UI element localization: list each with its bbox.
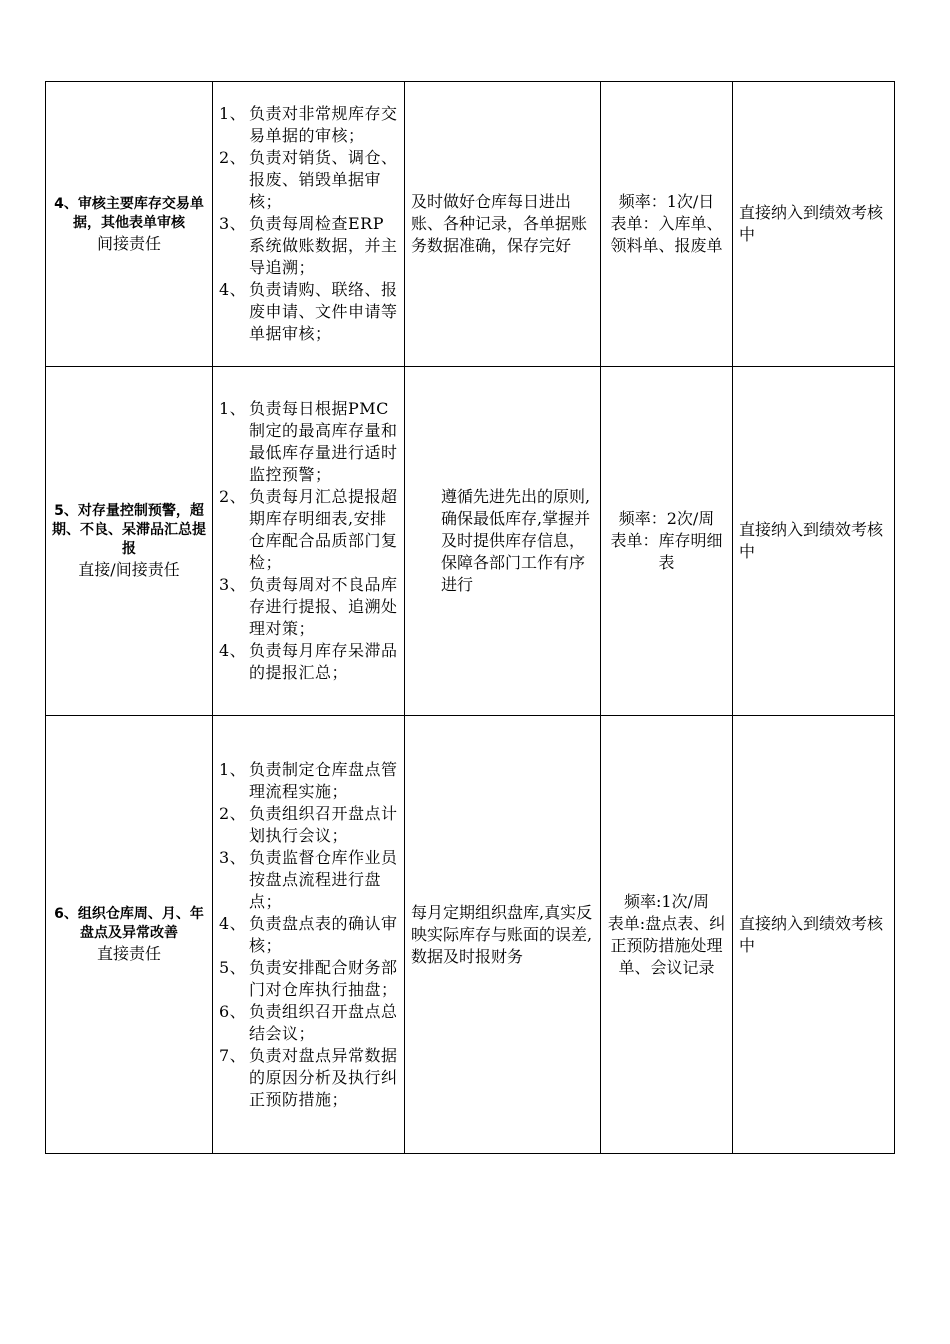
- list-item: [219, 957, 398, 1001]
- list-item: [219, 803, 398, 847]
- assessment-text: 直接纳入到绩效考核中: [739, 203, 884, 244]
- task-title: 6、组织仓库周、月、年盘点及异常改善: [54, 906, 204, 941]
- item-number: 3、: [219, 214, 247, 233]
- item-text: 负责每月库存呆滞品的提报汇总；: [249, 641, 398, 682]
- item-number: 5、: [219, 957, 247, 977]
- assessment-cell: [733, 716, 895, 1154]
- table-row: [46, 82, 895, 367]
- assessment-cell: [733, 367, 895, 716]
- task-responsibility: 直接责任: [96, 944, 161, 963]
- duty-items-cell: [213, 82, 405, 367]
- item-number: 6、: [219, 1001, 247, 1021]
- forms-text: 表单：入库单、领料单、报废单: [610, 214, 723, 255]
- item-text: 负责每周检查ERP系统做账数据，并主导追溯；: [249, 214, 398, 277]
- frequency-text: 频率：2次/周: [618, 509, 715, 528]
- item-number: 4、: [219, 913, 247, 933]
- item-number: 3、: [219, 575, 247, 594]
- item-number: 4、: [219, 280, 247, 299]
- list-item: [219, 574, 398, 640]
- list-item: [219, 103, 398, 147]
- frequency-cell: [601, 716, 733, 1154]
- list-item: [219, 913, 398, 957]
- frequency-cell: [601, 82, 733, 367]
- task-responsibility: 直接/间接责任: [78, 560, 180, 579]
- item-text: 负责对非常规库存交易单据的审核；: [249, 104, 398, 145]
- item-text: 负责安排配合财务部门对仓库执行抽盘；: [249, 957, 398, 999]
- task-cell: [46, 716, 213, 1154]
- frequency-cell: [601, 367, 733, 716]
- item-number: 1、: [219, 399, 247, 418]
- forms-text: 表单:盘点表、纠正预防措施处理单、会议记录: [607, 913, 726, 977]
- task-title: 4、审核主要库存交易单据，其他表单审核: [54, 195, 204, 231]
- task-cell: [46, 82, 213, 367]
- duty-items-list: [219, 759, 398, 1111]
- item-text: 负责对盘点异常数据的原因分析及执行纠正预防措施；: [249, 1045, 398, 1109]
- duty-items-list: [219, 398, 398, 684]
- item-text: 负责每月汇总提报超期库存明细表,安排仓库配合品质部门复检；: [249, 487, 398, 572]
- frequency-text: 频率：1次/日: [618, 192, 715, 211]
- standard-text: 每月定期组织盘库,真实反映实际库存与账面的误差,数据及时报财务: [411, 902, 593, 966]
- item-text: 负责组织召开盘点总结会议；: [249, 1001, 398, 1043]
- item-text: 负责组织召开盘点计划执行会议；: [249, 803, 398, 845]
- item-number: 4、: [219, 641, 247, 660]
- duty-items-list: [219, 103, 398, 345]
- list-item: [219, 640, 398, 684]
- task-title: 5、对存量控制预警，超期、不良、呆滞品汇总提报: [52, 503, 206, 557]
- standard-cell: [405, 716, 601, 1154]
- list-item: [219, 279, 398, 345]
- standard-text: 遵循先进先出的原则,确保最低库存,掌握并及时提供库存信息，保障各部门工作有序进行: [441, 487, 591, 594]
- item-text: 负责每周对不良品库存进行提报、追溯处理对策；: [249, 575, 398, 638]
- task-responsibility: 间接责任: [96, 233, 161, 253]
- item-number: 2、: [219, 487, 247, 506]
- standard-cell: [405, 82, 601, 367]
- forms-text: 表单：库存明细表: [610, 531, 723, 572]
- duty-items-cell: [213, 716, 405, 1154]
- frequency-text: 频率:1次/周: [624, 891, 709, 911]
- list-item: [219, 213, 398, 279]
- table-row: [46, 716, 895, 1154]
- list-item: [219, 759, 398, 803]
- item-number: 1、: [219, 104, 247, 123]
- item-text: 负责盘点表的确认审核；: [249, 913, 398, 955]
- list-item: [219, 398, 398, 486]
- duty-items-cell: [213, 367, 405, 716]
- item-number: 3、: [219, 847, 247, 867]
- table-row: [46, 367, 895, 716]
- item-number: 1、: [219, 759, 247, 779]
- standard-text: 及时做好仓库每日进出账、各种记录，各单据账务数据准确，保存完好: [411, 192, 588, 255]
- list-item: [219, 1045, 398, 1111]
- item-number: 7、: [219, 1045, 247, 1065]
- list-item: [219, 147, 398, 213]
- list-item: [219, 1001, 398, 1045]
- item-number: 2、: [219, 803, 247, 823]
- item-text: 负责对销货、调仓、报废、销毁单据审核；: [249, 148, 398, 211]
- item-text: 负责请购、联络、报废申请、文件申请等单据审核；: [249, 280, 398, 343]
- duty-table: [45, 81, 895, 1154]
- standard-cell: [405, 367, 601, 716]
- item-number: 2、: [219, 148, 247, 167]
- item-text: 负责制定仓库盘点管理流程实施；: [249, 759, 398, 801]
- item-text: 负责每日根据PMC制定的最高库存量和最低库存量进行适时监控预警；: [249, 399, 398, 484]
- list-item: [219, 847, 398, 913]
- assessment-text: 直接纳入到绩效考核中: [739, 913, 884, 955]
- assessment-text: 直接纳入到绩效考核中: [739, 520, 884, 561]
- assessment-cell: [733, 82, 895, 367]
- list-item: [219, 486, 398, 574]
- task-cell: [46, 367, 213, 716]
- item-text: 负责监督仓库作业员按盘点流程进行盘点；: [249, 847, 398, 911]
